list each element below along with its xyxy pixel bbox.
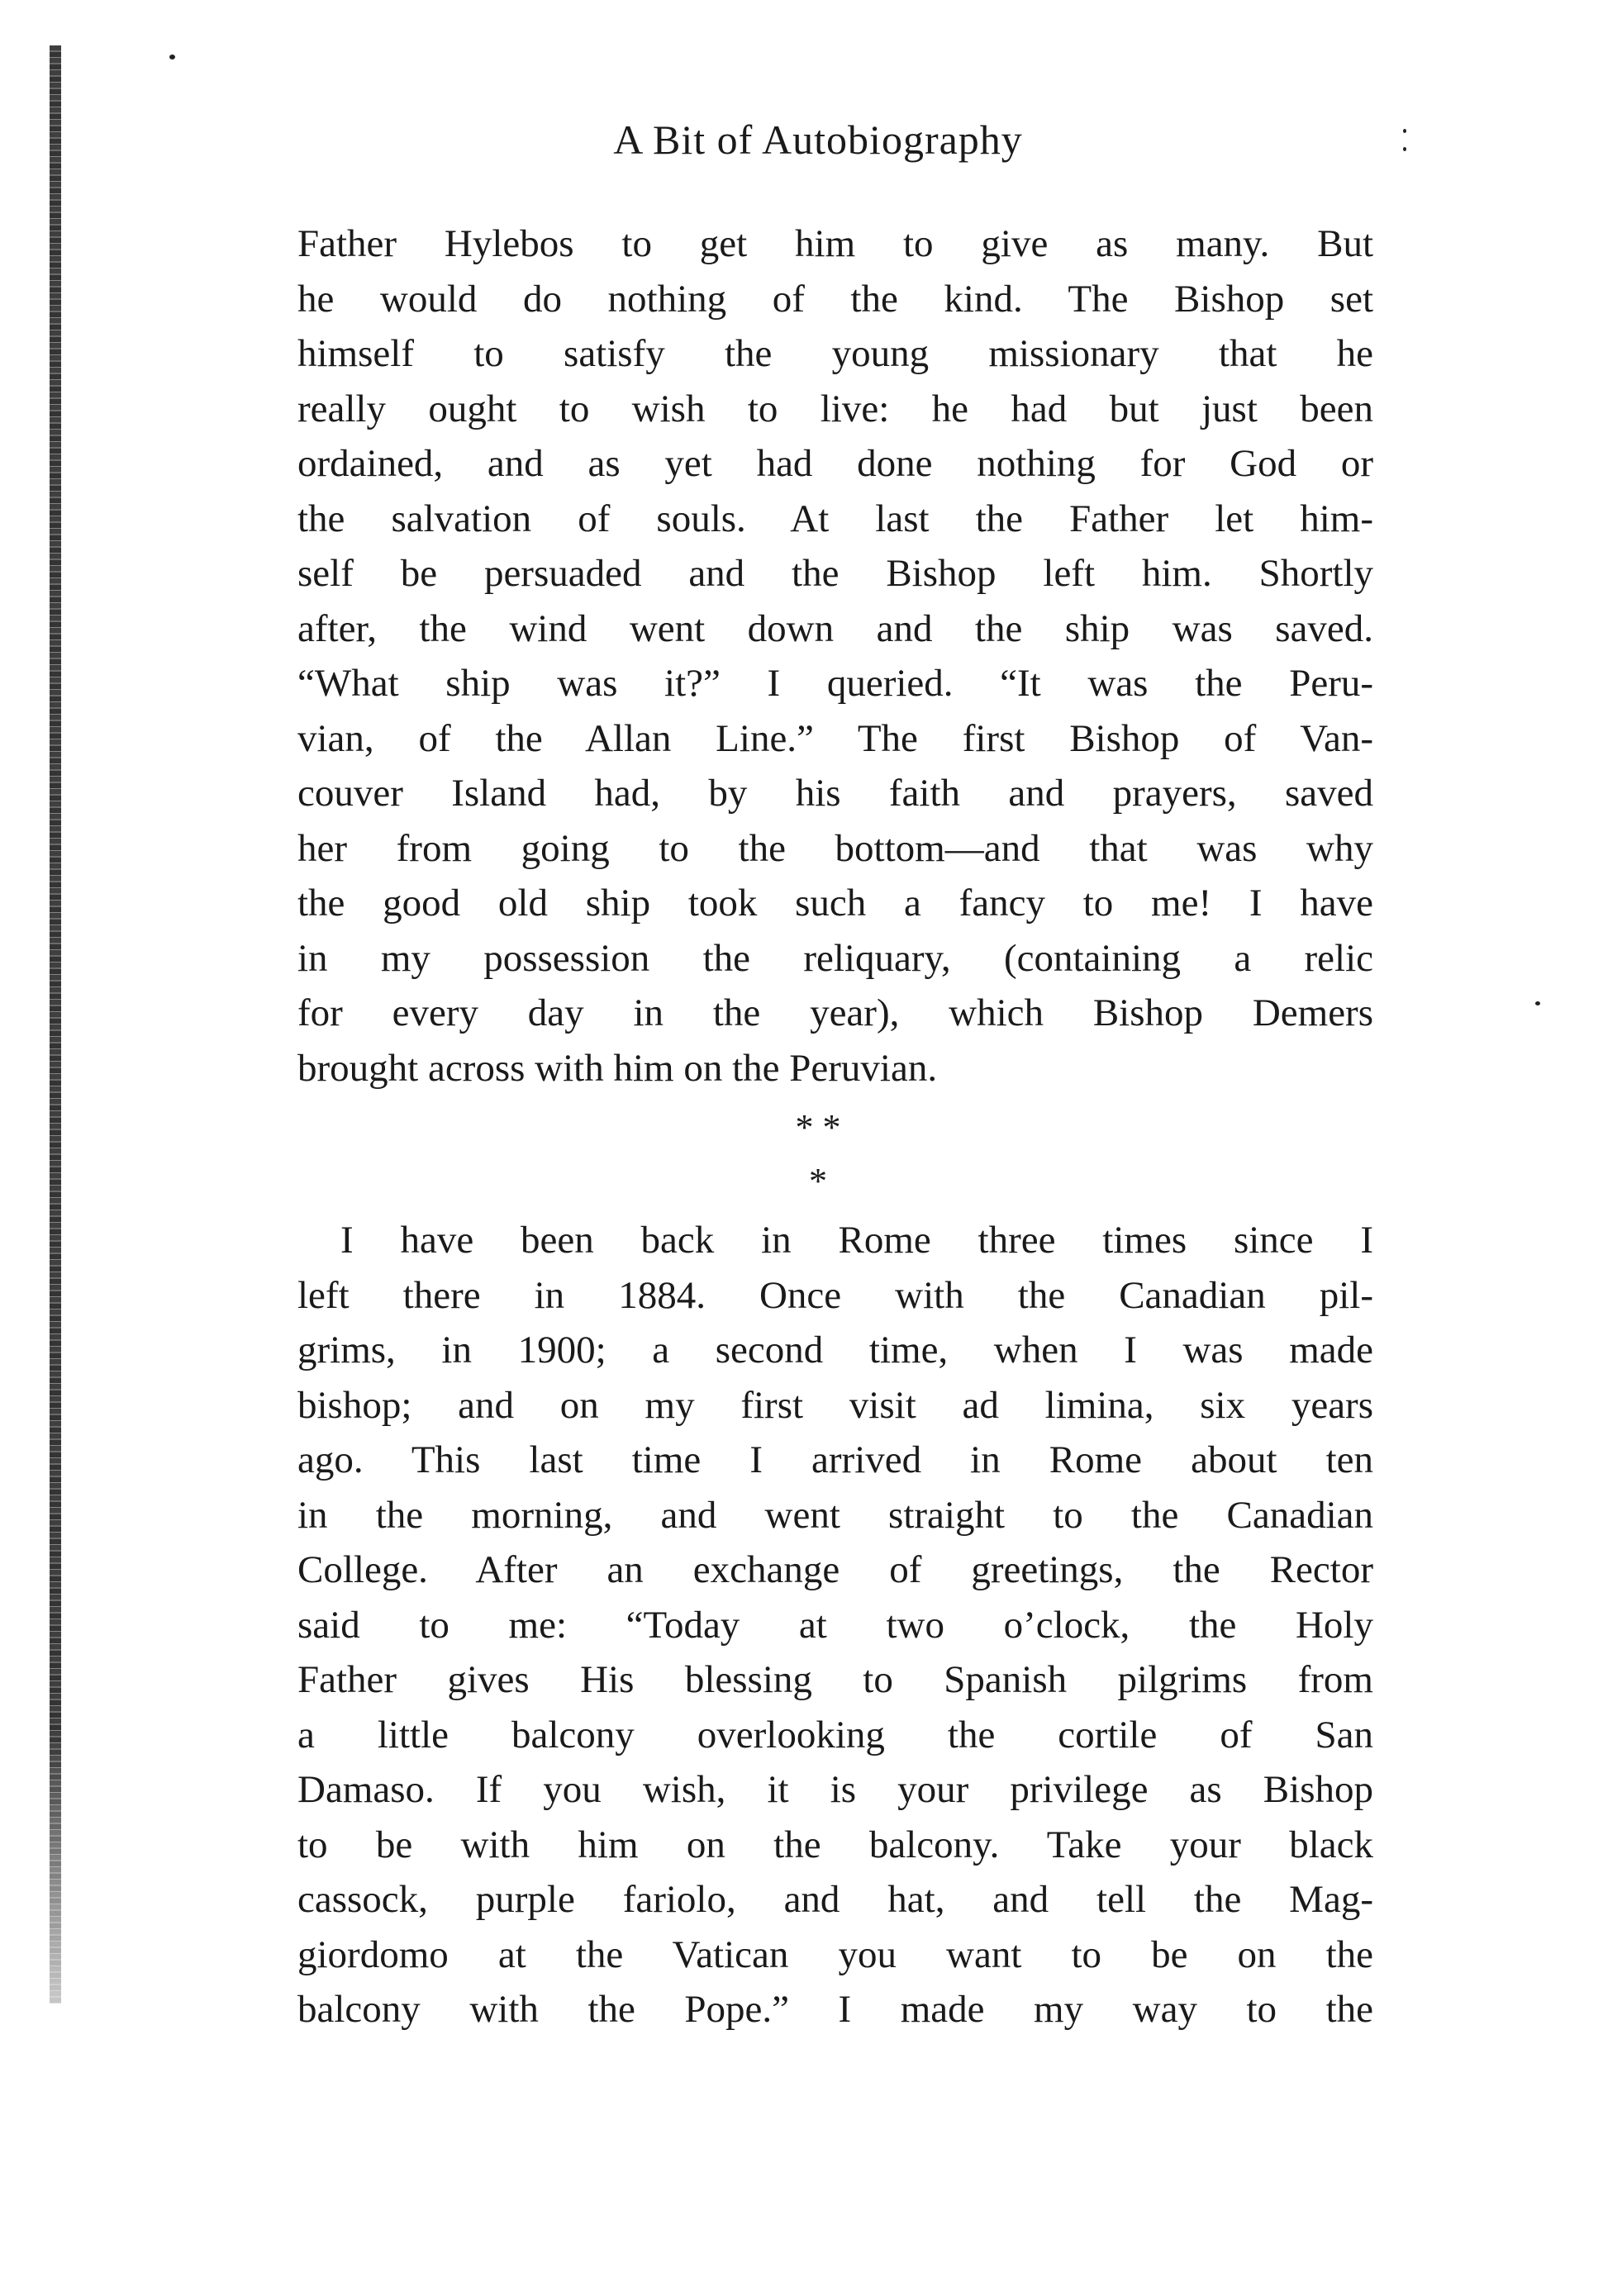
text-line: for every day in the year), which Bishop Demers (297, 991, 1373, 1034)
text-line: after, the wind went down and the ship was saved. (297, 606, 1373, 650)
text-line: giordomo at the Vatican you want to be on the (297, 1932, 1373, 1976)
text-line: bishop; and on my first visit ad limina, six years (297, 1383, 1373, 1427)
text-line: to be with him on the balcony. Take your black (297, 1823, 1373, 1866)
text-line: really ought to wish to live: he had but just been (297, 387, 1373, 430)
text-line: ago. This last time I arrived in Rome about ten (297, 1438, 1373, 1481)
text-line: vian, of the Allan Line.” The first Bishop of Van- (297, 716, 1373, 760)
text-line: left there in 1884. Once with the Canadian pil- (297, 1273, 1373, 1317)
text-line: grims, in 1900; a second time, when I was made (297, 1329, 1373, 1371)
section-separator-top: * * (795, 1107, 841, 1148)
text-line: ordained, and as yet had done nothing for God or (297, 442, 1373, 485)
text-line: balcony with the Pope.” I made my way to the (297, 1988, 1373, 2031)
section-separator-bottom: * (809, 1161, 827, 1201)
ink-speck (169, 55, 175, 59)
text-line: College. After an exchange of greetings, the Rector (297, 1548, 1373, 1591)
ink-speck (1535, 1001, 1540, 1005)
text-line: in the morning, and went straight to the Canadian (297, 1493, 1373, 1537)
text-line: a little balcony overlooking the cortile of San (297, 1713, 1373, 1756)
text-line: himself to satisfy the young missionary that he (297, 332, 1373, 375)
text-line: Father Hylebos to get him to give as many. But (297, 222, 1373, 265)
text-line: Damaso. If you wish, it is your privilege as Bishop (297, 1768, 1373, 1811)
text-line: I have been back in Rome three times since I (340, 1219, 1373, 1262)
paragraph-1 (297, 216, 1373, 1096)
text-line: the good old ship took such a fancy to me! I have (297, 882, 1373, 925)
text-line: cassock, purple fariolo, and hat, and tell the Mag- (297, 1878, 1373, 1921)
paragraph-2 (297, 1213, 1373, 2037)
text-line: said to me: “Today at two o’clock, the Holy (297, 1603, 1373, 1647)
text-line: couver Island had, by his faith and prayers, saved (297, 772, 1373, 815)
text-line: Father gives His blessing to Spanish pilgrims from (297, 1658, 1373, 1701)
spine-fade (46, 33, 64, 2032)
text-line: in my possession the reliquary, (containing a relic (297, 936, 1373, 980)
text-line: her from going to the bottom—and that was why (297, 826, 1373, 870)
text-line: he would do nothing of the kind. The Bishop set (297, 277, 1373, 321)
text-line: “What ship was it?” I queried. “It was the Peru- (297, 662, 1373, 705)
text-line: self be persuaded and the Bishop left him. Shortly (297, 552, 1373, 595)
text-line: brought across with him on the Peruvian. (297, 1046, 938, 1090)
running-head: A Bit of Autobiography (613, 116, 1023, 163)
text-line: the salvation of souls. At last the Father let him- (297, 497, 1373, 540)
